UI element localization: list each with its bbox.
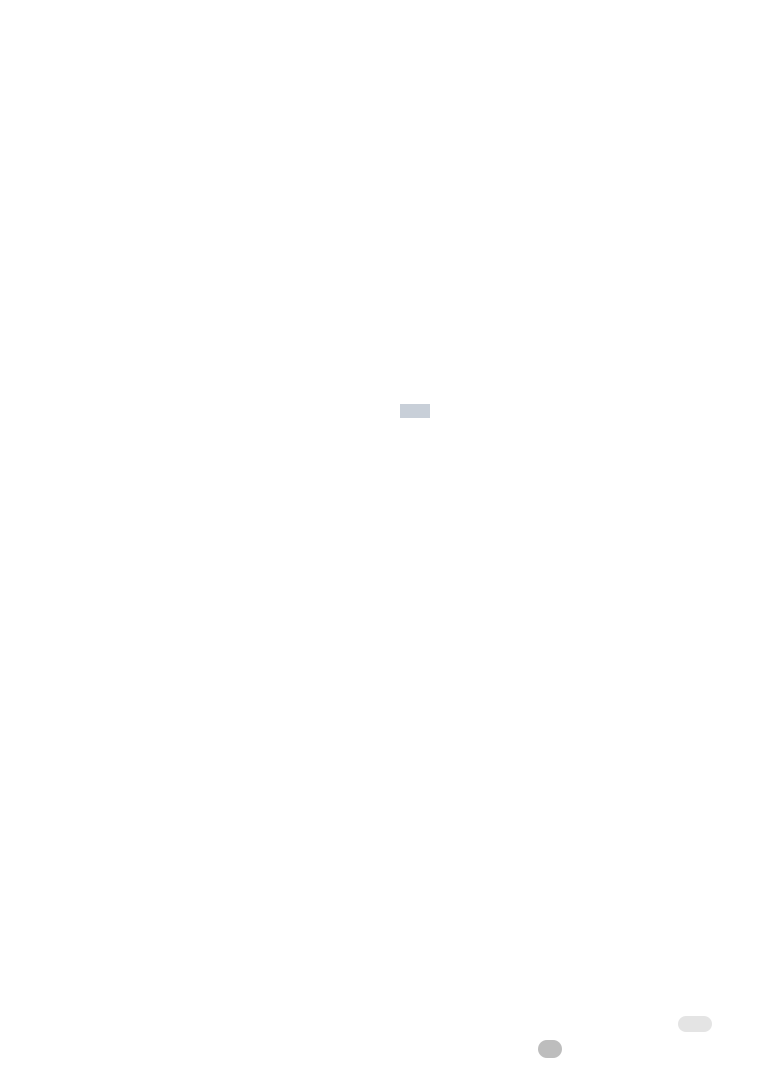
badge xyxy=(678,1016,712,1032)
wechat-icon xyxy=(538,1040,562,1058)
